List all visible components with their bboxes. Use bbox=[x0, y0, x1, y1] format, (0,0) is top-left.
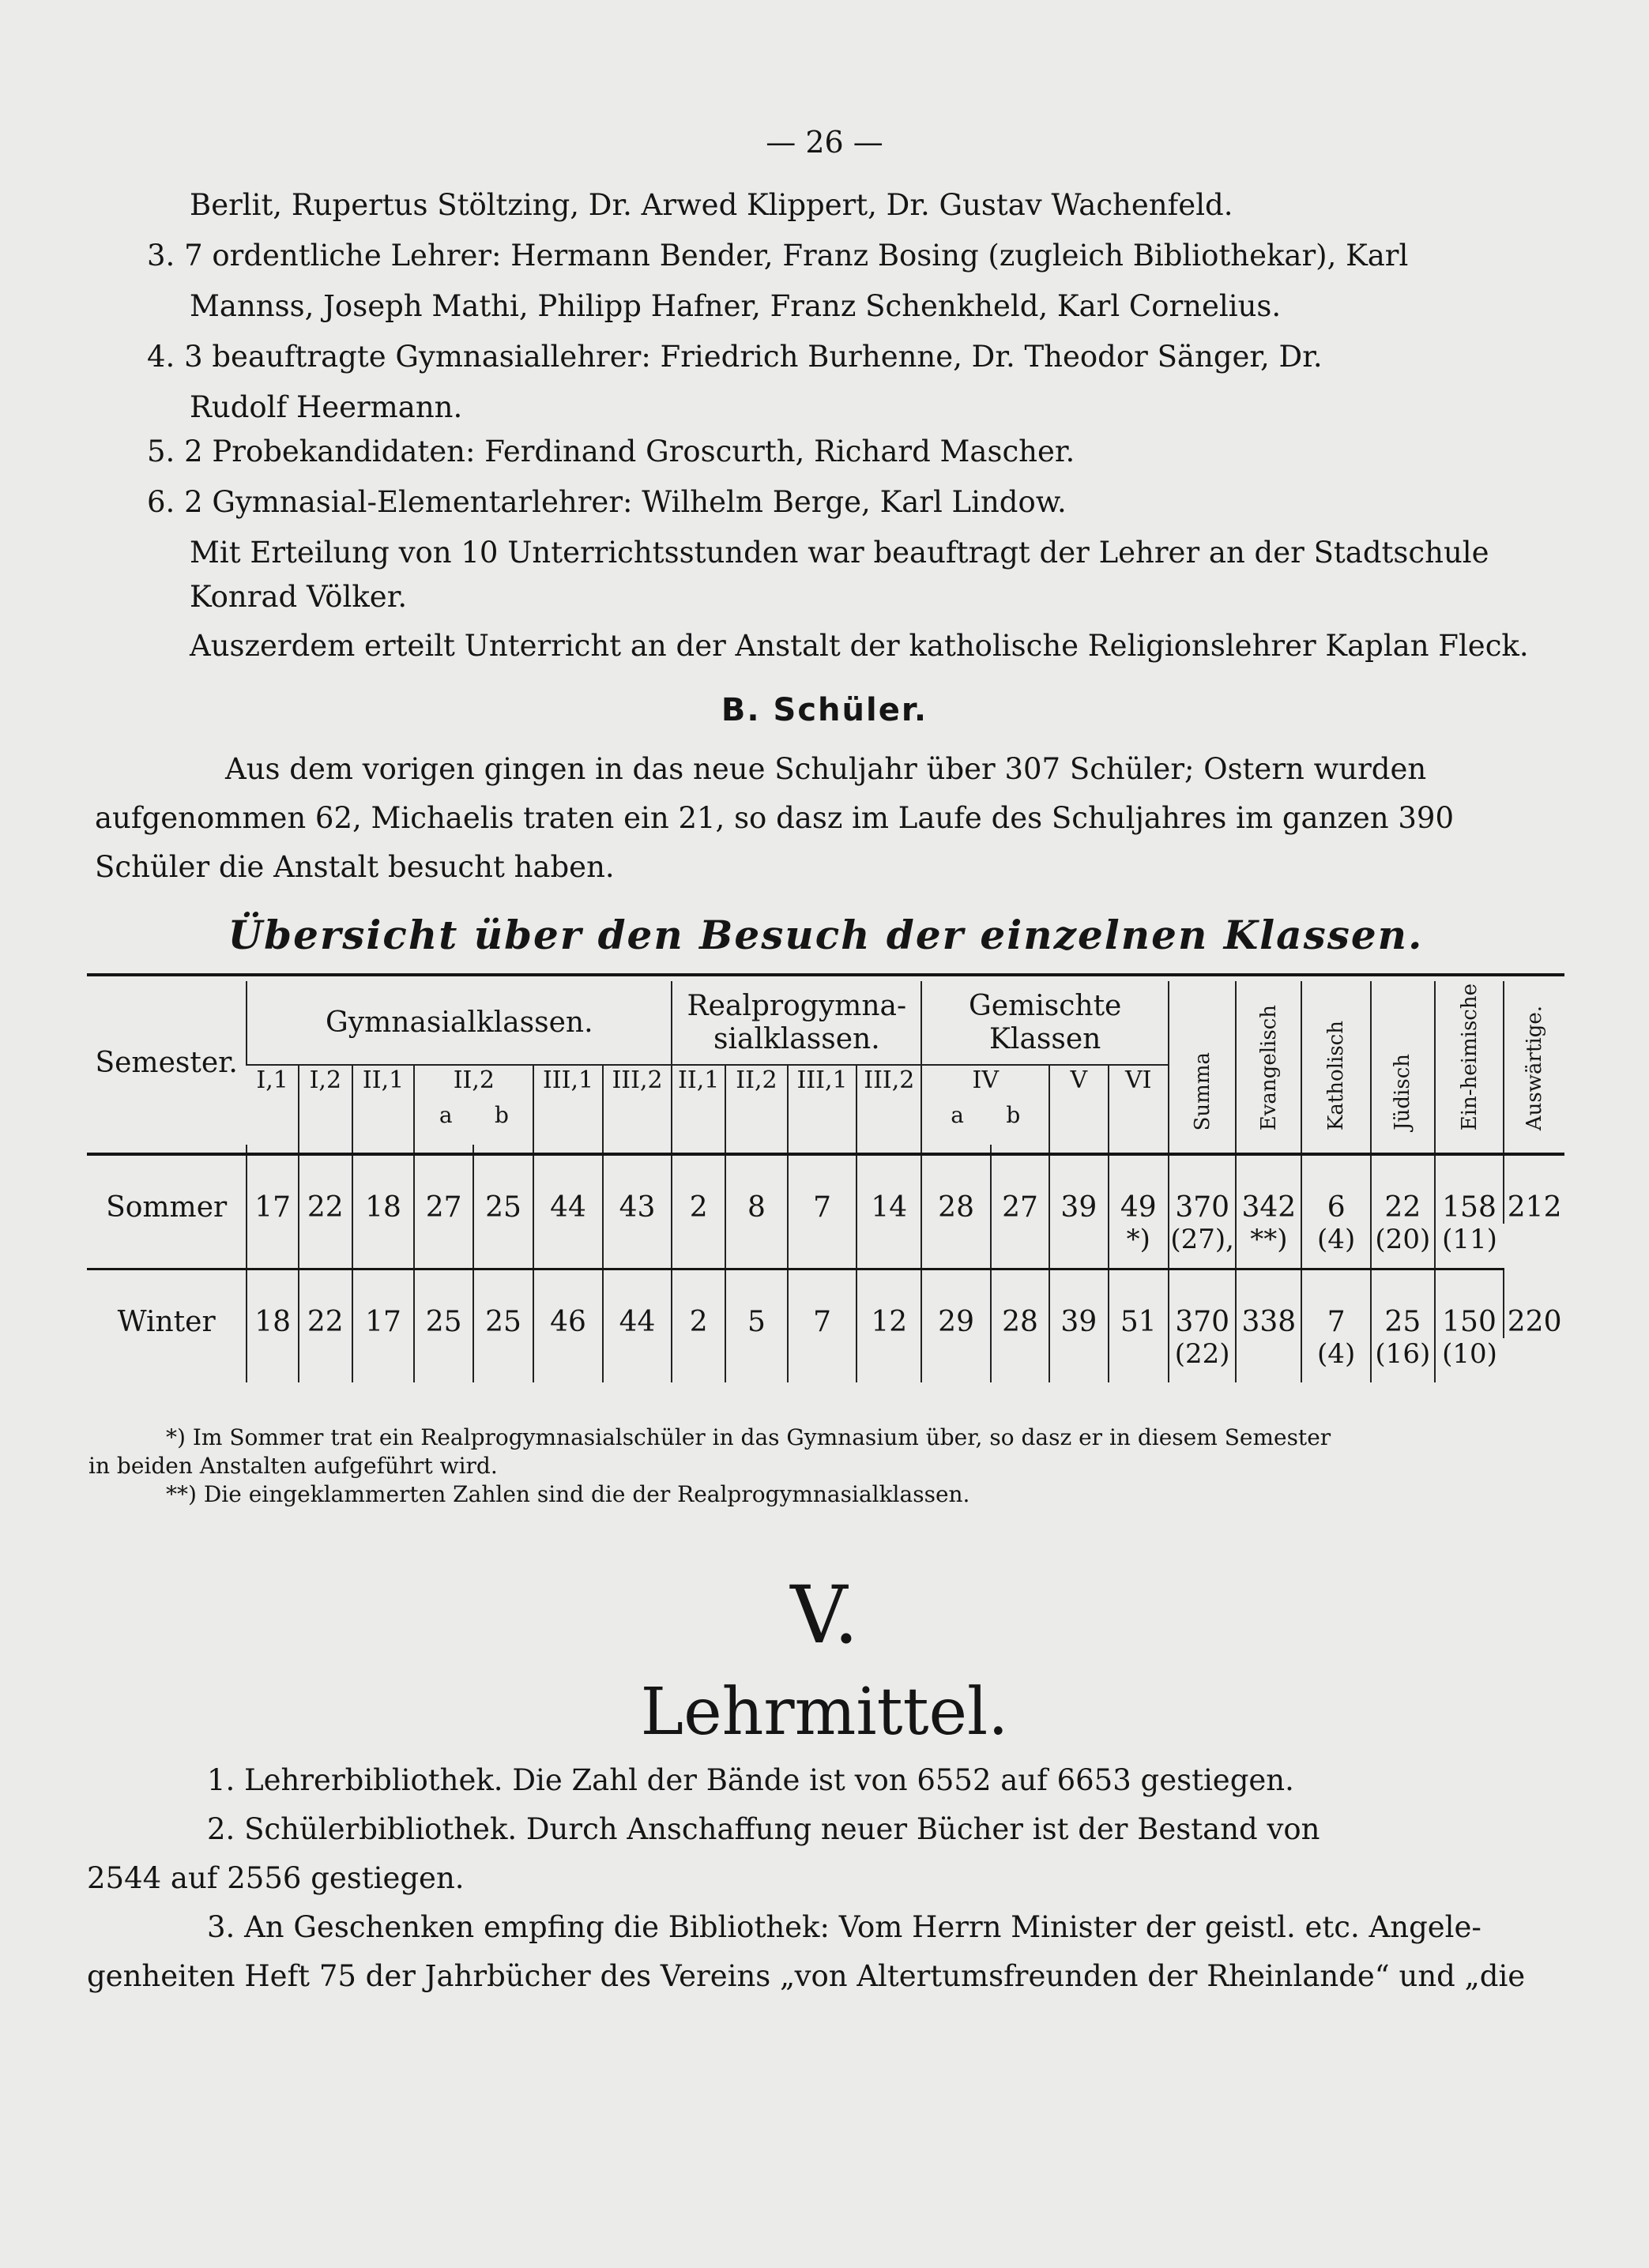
attendance-table bbox=[87, 981, 1564, 1382]
semester-cell: Winter bbox=[117, 1306, 216, 1338]
value-cell: 49 bbox=[1109, 1176, 1169, 1224]
value-cell: 7 bbox=[788, 1291, 857, 1338]
class-header: III,2 bbox=[857, 1065, 921, 1145]
katholisch-cell: 6 bbox=[1301, 1176, 1370, 1224]
summa-cell: 370 bbox=[1169, 1176, 1236, 1224]
class-header: III,1 bbox=[788, 1065, 857, 1145]
real-group-header: Realprogymna-sialklassen. bbox=[672, 981, 921, 1065]
evangelisch-cell: 338 bbox=[1236, 1291, 1301, 1338]
value-cell: 7 bbox=[788, 1176, 857, 1224]
class-header: III,2 bbox=[603, 1065, 672, 1145]
value-cell: 2 bbox=[672, 1176, 725, 1224]
value-cell: 5 bbox=[725, 1291, 788, 1338]
table-title-rule bbox=[87, 973, 1564, 976]
table-row-notes bbox=[87, 1224, 1564, 1269]
section-b-heading: B. Schüler. bbox=[721, 692, 928, 728]
katholisch-cell: 7 bbox=[1301, 1291, 1370, 1338]
lehrmittel-item-3-cont: genheiten Heft 75 der Jahrbücher des Vereins „von Altertumsfreunden der Rheinlande“ und „die bbox=[87, 1959, 1526, 1993]
lehrmittel-item-3: 3. An Geschenken empfing die Bibliothek: Vom Herrn Minister der geistl. etc. Angele- bbox=[207, 1910, 1481, 1944]
value-cell: 39 bbox=[1049, 1176, 1108, 1224]
class-header: II,2 bbox=[725, 1065, 788, 1145]
value-cell: 18 bbox=[247, 1291, 299, 1338]
teacher-item-3-cont: Mannss, Joseph Mathi, Philipp Hafner, Franz Schenkheld, Karl Cornelius. bbox=[190, 289, 1282, 323]
value-cell: 25 bbox=[473, 1291, 534, 1338]
class-header: III,1 bbox=[533, 1065, 602, 1145]
einheimische-header: Ein-heimische bbox=[1457, 983, 1481, 1130]
sub-a-label: a bbox=[951, 1102, 964, 1128]
value-cell: 43 bbox=[603, 1176, 672, 1224]
note-cell: (4) bbox=[1301, 1224, 1370, 1269]
value-cell: 27 bbox=[991, 1176, 1049, 1224]
teacher-item-4: 4. 3 beauftragte Gymnasiallehrer: Friedrich Burhenne, Dr. Theodor Sänger, Dr. bbox=[147, 340, 1323, 374]
note-cell: (11) bbox=[1435, 1224, 1504, 1269]
value-cell: 51 bbox=[1109, 1291, 1169, 1338]
note-cell: **) bbox=[1236, 1224, 1301, 1269]
semester-header: Semester. bbox=[95, 1046, 238, 1079]
juedisch-header: Jüdisch bbox=[1391, 1054, 1415, 1130]
section-v-title: Lehrmittel. bbox=[640, 1675, 1009, 1750]
auswaertige-cell: 212 bbox=[1504, 1176, 1564, 1224]
section-b-text-line: aufgenommen 62, Michaelis traten ein 21, so dasz im Laufe des Schuljahres im ganzen 390 bbox=[95, 801, 1455, 835]
class-header: I,2 bbox=[299, 1065, 352, 1145]
sub-b-label: b bbox=[494, 1102, 509, 1128]
lehrmittel-item-2: 2. Schülerbibliothek. Durch Anschaffung neuer Bücher ist der Bestand von bbox=[207, 1812, 1320, 1846]
class-header: II,1 bbox=[352, 1065, 415, 1145]
teacher-extra-1: Mit Erteilung von 10 Unterrichtsstunden war beauftragt der Lehrer an der Stadtschule bbox=[190, 536, 1489, 570]
teacher-extra-2: Auszerdem erteilt Unterricht an der Anstalt der katholische Religionslehrer Kaplan Fleck. bbox=[190, 629, 1529, 663]
section-v-numeral: V. bbox=[790, 1569, 859, 1661]
value-cell: 14 bbox=[857, 1176, 921, 1224]
value-cell: 22 bbox=[299, 1291, 352, 1338]
class-header: IV a b bbox=[921, 1065, 1049, 1145]
teacher-item-6: 6. 2 Gymnasial-Elementarlehrer: Wilhelm Berge, Karl Lindow. bbox=[147, 485, 1067, 519]
class-header: V bbox=[1049, 1065, 1108, 1145]
table-row-notes bbox=[87, 1338, 1564, 1382]
class-header: II,2 a b bbox=[414, 1065, 533, 1145]
note-cell: (20) bbox=[1371, 1224, 1435, 1269]
summa-header: Summa bbox=[1190, 1051, 1214, 1130]
page-number: — 26 — bbox=[766, 125, 883, 160]
class-header: VI bbox=[1109, 1065, 1169, 1145]
footnote-2: **) Die eingeklammerten Zahlen sind die der Realprogymnasialklassen. bbox=[166, 1481, 970, 1507]
value-cell: 2 bbox=[672, 1291, 725, 1338]
einheimische-cell: 150 bbox=[1435, 1291, 1504, 1338]
teacher-item-3: 3. 7 ordentliche Lehrer: Hermann Bender, Franz Bosing (zugleich Bibliothekar), Karl bbox=[147, 239, 1409, 273]
value-cell: 44 bbox=[603, 1291, 672, 1338]
einheimische-cell: 158 bbox=[1435, 1176, 1504, 1224]
section-b-text-line: Schüler die Anstalt besucht haben. bbox=[95, 850, 615, 884]
note-cell: *) bbox=[1109, 1224, 1169, 1269]
note-cell: (4) bbox=[1301, 1338, 1370, 1382]
juedisch-cell: 22 bbox=[1371, 1176, 1435, 1224]
auswaertige-header: Auswärtige. bbox=[1523, 1005, 1547, 1130]
note-cell: (27), bbox=[1169, 1224, 1236, 1269]
lehrmittel-item-2-cont: 2544 auf 2556 gestiegen. bbox=[87, 1861, 465, 1895]
teacher-item-5: 5. 2 Probekandidaten: Ferdinand Groscurth, Richard Mascher. bbox=[147, 434, 1075, 468]
value-cell: 29 bbox=[921, 1291, 990, 1338]
class-header: I,1 bbox=[247, 1065, 299, 1145]
lehrmittel-item-1: 1. Lehrerbibliothek. Die Zahl der Bände ist von 6552 auf 6653 gestiegen. bbox=[207, 1763, 1294, 1797]
value-cell: 46 bbox=[533, 1291, 602, 1338]
evangelisch-header: Evangelisch bbox=[1256, 1004, 1281, 1130]
teacher-list-line: Berlit, Rupertus Stöltzing, Dr. Arwed Klippert, Dr. Gustav Wachenfeld. bbox=[190, 188, 1233, 222]
section-b-text-line: Aus dem vorigen gingen in das neue Schuljahr über 307 Schüler; Ostern wurden bbox=[225, 752, 1427, 786]
footnote-1-cont: in beiden Anstalten aufgeführt wird. bbox=[88, 1453, 498, 1479]
value-cell: 22 bbox=[299, 1176, 352, 1224]
note-cell: (16) bbox=[1371, 1338, 1435, 1382]
gymnasial-group-header: Gymnasialklassen. bbox=[247, 981, 672, 1065]
value-cell: 28 bbox=[921, 1176, 990, 1224]
table-title: Übersicht über den Besuch der einzelnen Klassen. bbox=[228, 912, 1424, 958]
table-row bbox=[87, 1176, 1564, 1224]
sub-b-label: b bbox=[1006, 1102, 1021, 1128]
value-cell: 17 bbox=[352, 1291, 415, 1338]
gemischte-group-header: Gemischte Klassen bbox=[921, 981, 1169, 1065]
value-cell: 12 bbox=[857, 1291, 921, 1338]
note-cell: (22) bbox=[1169, 1338, 1236, 1382]
sub-a-label: a bbox=[439, 1102, 453, 1128]
value-cell: 18 bbox=[352, 1176, 415, 1224]
value-cell: 44 bbox=[533, 1176, 602, 1224]
teacher-extra-1-cont: Konrad Völker. bbox=[190, 580, 408, 614]
footnote-1: *) Im Sommer trat ein Realprogymnasialschüler in das Gymnasium über, so dasz er in diesem Semester bbox=[166, 1424, 1331, 1450]
summa-cell: 370 bbox=[1169, 1291, 1236, 1338]
value-cell: 8 bbox=[725, 1176, 788, 1224]
juedisch-cell: 25 bbox=[1371, 1291, 1435, 1338]
evangelisch-cell: 342 bbox=[1236, 1176, 1301, 1224]
table-row bbox=[87, 1291, 1564, 1338]
note-cell: (10) bbox=[1435, 1338, 1504, 1382]
katholisch-header: Katholisch bbox=[1324, 1020, 1349, 1130]
class-header: II,1 bbox=[672, 1065, 725, 1145]
teacher-item-4-cont: Rudolf Heermann. bbox=[190, 390, 463, 424]
value-cell: 17 bbox=[247, 1176, 299, 1224]
value-cell: 27 bbox=[414, 1176, 472, 1224]
semester-cell: Sommer bbox=[106, 1191, 228, 1224]
auswaertige-cell: 220 bbox=[1504, 1291, 1564, 1338]
value-cell: 25 bbox=[473, 1176, 534, 1224]
value-cell: 39 bbox=[1049, 1291, 1108, 1338]
value-cell: 25 bbox=[414, 1291, 472, 1338]
value-cell: 28 bbox=[991, 1291, 1049, 1338]
